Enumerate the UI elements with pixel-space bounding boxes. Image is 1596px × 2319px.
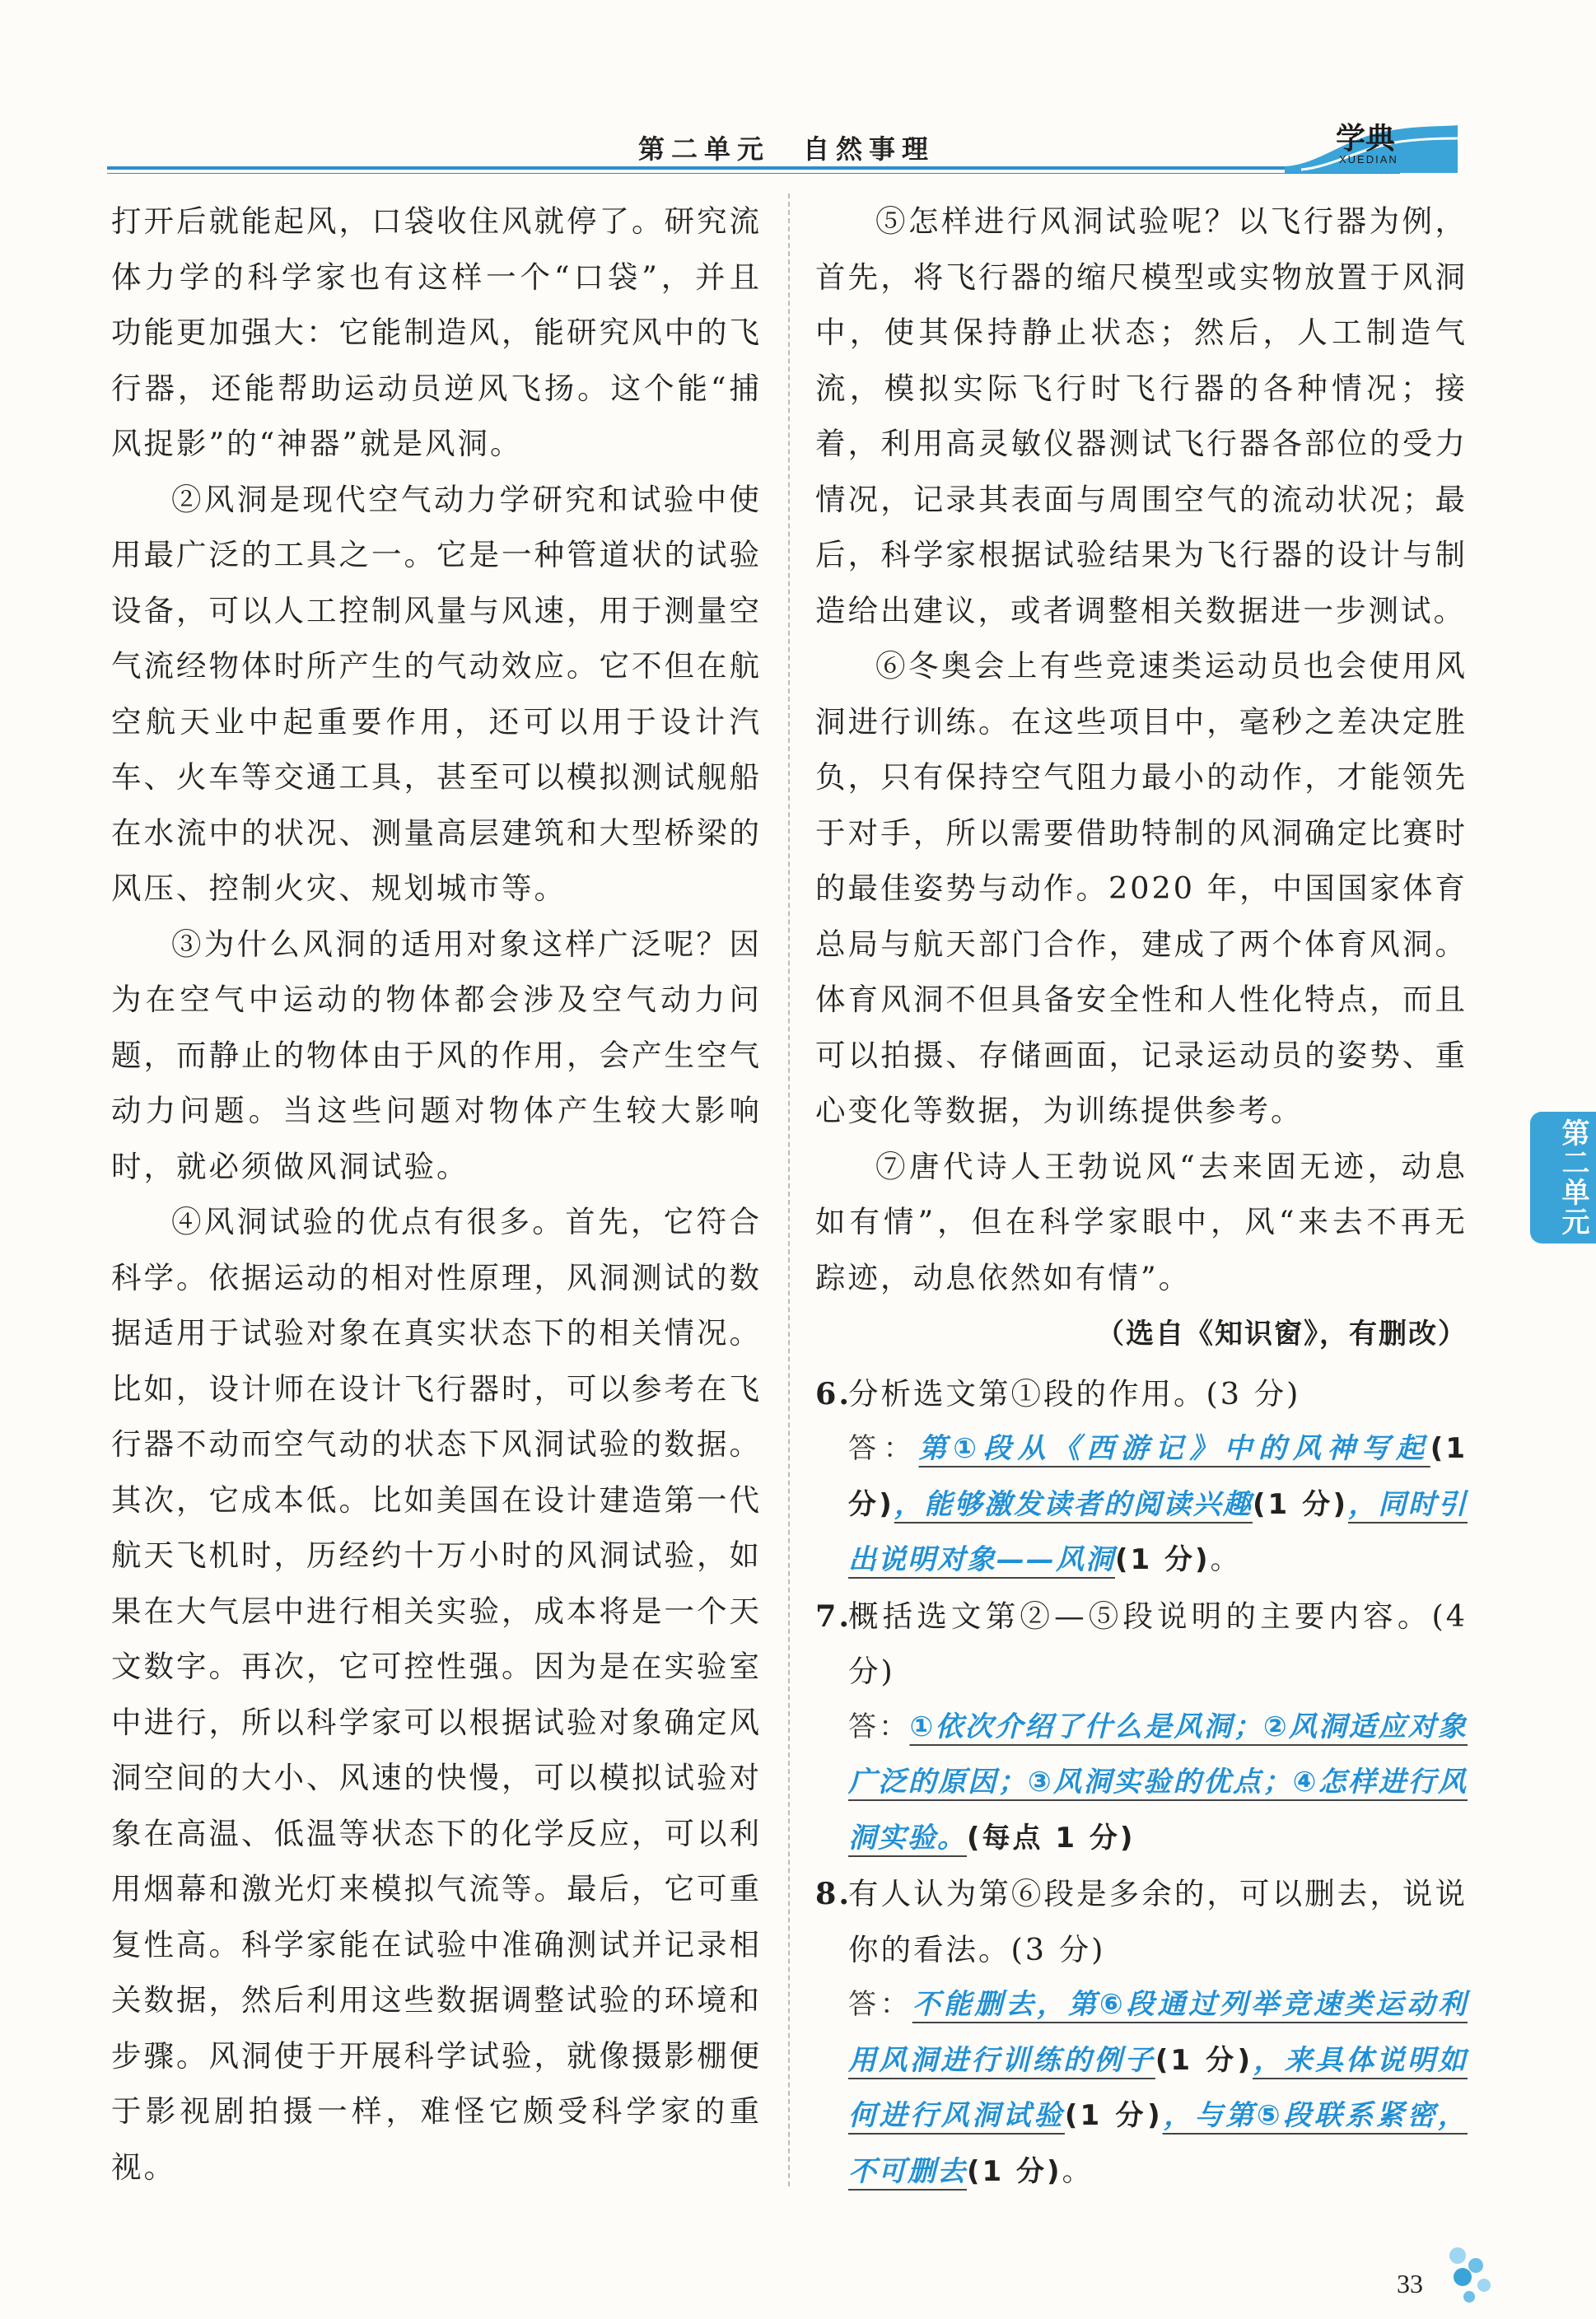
unit-title: 第二单元 自然事理 (638, 133, 936, 165)
column-divider (788, 194, 790, 2186)
answer-points: (1 分) (848, 1432, 1468, 1521)
answer-text: ，来具体说明如何进行风洞试验 (848, 2043, 1468, 2132)
logo-subtext: XUEDIAN (1339, 153, 1398, 166)
answer-end: 。 (1210, 1543, 1241, 1576)
paragraph-7: ⑦唐代诗人王勃说风“去来固无迹，动息如有情”，但在科学家眼中，风“来去不再无踪迹，动息依然如有情”。 (815, 1148, 1468, 1295)
answer-text: 不能删去，第⑥段通过列举竞速类运动利用风洞进行训练的例子 (848, 1988, 1468, 2077)
question-number: 7. (815, 1598, 852, 1634)
answer-label: 答： (848, 1988, 912, 2021)
paragraph-2: ②风洞是现代空气动力学研究和试验中使用最广泛的工具之一。它是一种管道状的试验设备，可以人工控制风量与风速，用于测量空气流经物体时所产生的气动效应。它不但在航空航天业中起重要作用，还可以用于设计汽车、火车等交通工具，甚至可以模拟测试舰船在水流中的状况、测量高层建筑和大型桥梁的风压、控制火灾、规划城市等。 (111, 481, 762, 906)
question-7 (815, 1589, 1468, 1700)
left-column (111, 194, 762, 2195)
header-rule (107, 166, 1400, 170)
answer-text: 第①段从《西游记》中的风神写起 (918, 1432, 1430, 1465)
question-number: 8. (815, 1876, 852, 1911)
right-column (815, 194, 1468, 2200)
paragraph-3: ③为什么风洞的适用对象这样广泛呢？因为在空气中运动的物体都会涉及空气动力问题，而静止的物体由于风的作用，会产生空气动力问题。当这些问题对物体产生较大影响时，就必须做风洞试验。 (111, 926, 762, 1184)
unit-side-tab: 第二单元 (1530, 1112, 1596, 1243)
answer-6 (815, 1421, 1468, 1589)
answer-7 (815, 1700, 1468, 1867)
answer-text: ①依次介绍了什么是风洞；②风洞适应对象广泛的原因；③风洞实验的优点；④怎样进行风洞实验。 (848, 1710, 1468, 1855)
answer-label: 答： (848, 1432, 919, 1465)
question-number: 6. (815, 1375, 852, 1411)
question-text: 分析选文第①段的作用。(3 分) (848, 1375, 1301, 1411)
answer-end: 。 (1062, 2154, 1093, 2188)
answer-8 (815, 1977, 1468, 2200)
answer-points: (1 分) (1115, 1543, 1211, 1576)
answer-points: (1 分) (967, 2154, 1062, 2188)
page-header (107, 115, 1466, 181)
answer-text: ，同时引出说明对象——风洞 (848, 1487, 1468, 1576)
paragraph-1-cont: 打开后就能起风，口袋收住风就停了。研究流体力学的科学家也有这样一个“口袋”，并且功能更加强大：它能制造风，能研究风中的飞行器，还能帮助运动员逆风飞扬。这个能“捕风捉影”的“神器”就是风洞。 (111, 203, 762, 461)
answer-text: ，能够激发读者的阅读兴趣 (894, 1487, 1253, 1521)
paragraph-4: ④风洞试验的优点有很多。首先，它符合科学。依据运动的相对性原理，风洞测试的数据适用于试验对象在真实状态下的相关情况。比如，设计师在设计飞行器时，可以参考在飞行器不动而空气动的状态下风洞试验的数据。其次，它成本低。比如美国在设计建造第一代航天飞机时，历经约十万小时的风洞试验，如果在大气层中进行相关实验，成本将是一个天文数字。再次，它可控性强。因为是在实验室中进行，所以科学家可以根据试验对象确定风洞空间的大小、风速的快慢，可以模拟试验对象在高温、低温等状态下的化学反应，可以利用烟幕和激光灯来模拟气流等。最后，它可重复性高。科学家能在试验中准确测试并记录相关数据，然后利用这些数据调整试验的环境和步骤。风洞使于开展科学试验，就像摄影棚便于影视剧拍摄一样，难怪它颇受科学家的重视。 (111, 1204, 762, 2185)
paragraph-6: ⑥冬奥会上有些竞速类运动员也会使用风洞进行训练。在这些项目中，毫秒之差决定胜负，只有保持空气阻力最小的动作，才能领先于对手，所以需要借助特制的风洞确定比赛时的最佳姿势与动作。2020 年，中国国家体育总局与航天部门合作，建成了两个体育风洞。体育风洞不但具备安全性和人性化特点，而且可以拍摄、存储画面，记录运动员的姿势、重心变化等数据，为训练提供参考。 (815, 648, 1468, 1128)
decorative-dots-icon (1433, 2244, 1507, 2310)
page-number: 33 (1397, 2269, 1423, 2298)
header-rule-thin (107, 173, 1400, 174)
paragraph-5: ⑤怎样进行风洞试验呢？以飞行器为例，首先，将飞行器的缩尺模型或实物放置于风洞中，使其保持静止状态；然后，人工制造气流，模拟实际飞行时飞行器的各种情况；接着，利用高灵敏仪器测试飞行器各部位的受力情况，记录其表面与周围空气的流动状况；最后，科学家根据试验结果为飞行器的设计与制造给出建议，或者调整相关数据进一步测试。 (815, 203, 1468, 628)
answer-label: 答： (848, 1710, 910, 1743)
question-text: 有人认为第⑥段是多余的，可以删去，说说你的看法。(3 分) (848, 1876, 1468, 1967)
answer-points: (1 分) (1064, 2099, 1163, 2132)
answer-text: ，与第⑤段联系紧密，不可删去 (848, 2099, 1468, 2188)
answer-points: (1 分) (1252, 1487, 1349, 1521)
answer-points: (1 分) (1155, 2043, 1253, 2077)
question-text: 概括选文第②—⑤段说明的主要内容。(4 分) (848, 1598, 1468, 1689)
answer-points: (每点 1 分) (967, 1821, 1136, 1855)
brand-logo (1285, 115, 1458, 173)
question-6 (815, 1366, 1468, 1422)
source-citation: （选自《知识窗》，有删改） (1096, 1318, 1468, 1351)
question-8 (815, 1866, 1468, 1977)
logo-text: 学典 (1336, 122, 1396, 156)
